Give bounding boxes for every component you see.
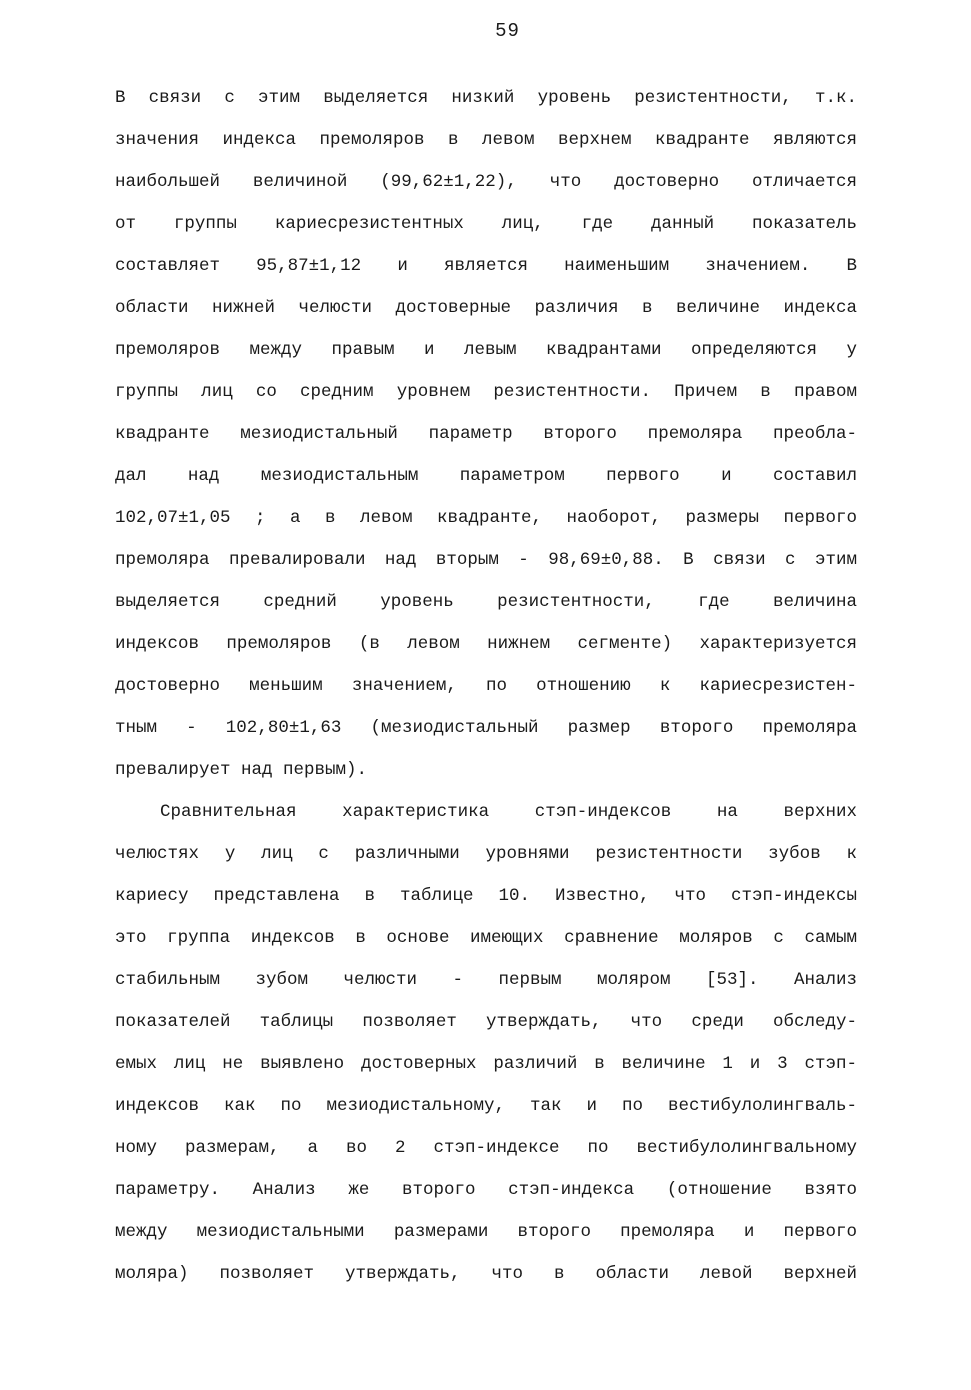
page-number: 59 [495,20,520,42]
text-line: премоляра превалировали над вторым - 98,69±0,88. В связи с этим [115,550,857,570]
text-line: кариесу представлена в таблице 10. Известно, что стэп-индексы [115,886,857,906]
text-line: превалирует над первым). [115,760,368,780]
text-line: параметру. Анализ же второго стэп-индекса (отношение взято [115,1180,857,1200]
text-line: области нижней челюсти достоверные различия в величине индекса [115,298,857,318]
text-line: моляра) позволяет утверждать, что в области левой верхней [115,1264,857,1284]
text-line: это группа индексов в основе имеющих сравнение моляров с самым [115,928,857,948]
text-line: Сравнительная характеристика стэп-индексов на верхних [160,802,857,822]
text-line: выделяется средний уровень резистентности, где величина [115,592,857,612]
text-line: составляет 95,87±1,12 и является наименьшим значением. В [115,256,857,276]
text-line: значения индекса премоляров в левом верхнем квадранте являются [115,130,857,150]
text-line: между мезиодистальными размерами второго премоляра и первого [115,1222,857,1242]
text-line: емых лиц не выявлено достоверных различий в величине 1 и 3 стэп- [115,1054,857,1074]
text-line: квадранте мезиодистальный параметр второго премоляра преобла- [115,424,857,444]
text-line: стабильным зубом челюсти - первым моляром [53]. Анализ [115,970,857,990]
text-line: индексов премоляров (в левом нижнем сегменте) характеризуется [115,634,857,654]
text-line: 102,07±1,05 ; а в левом квадранте, наоборот, размеры первого [115,508,857,528]
text-line: от группы кариесрезистентных лиц, где данный показатель [115,214,857,234]
text-line: ному размерам, а во 2 стэп-индексе по вестибулолингвальному [115,1138,857,1158]
text-line: индексов как по мезиодистальному, так и по вестибулолингваль- [115,1096,857,1116]
text-line: группы лиц со средним уровнем резистентности. Причем в правом [115,382,857,402]
text-line: В связи с этим выделяется низкий уровень резистентности, т.к. [115,88,857,108]
text-line: достоверно меньшим значением, по отношению к кариесрезистен- [115,676,857,696]
text-line: показателей таблицы позволяет утверждать, что среди обследу- [115,1012,857,1032]
text-line: дал над мезиодистальным параметром первого и составил [115,466,857,486]
text-line: тным - 102,80±1,63 (мезиодистальный размер второго премоляра [115,718,857,738]
text-line: наибольшей величиной (99,62±1,22), что достоверно отличается [115,172,857,192]
text-line: премоляров между правым и левым квадрантами определяются у [115,340,857,360]
text-line: челюстях у лиц с различными уровнями резистентности зубов к [115,844,857,864]
